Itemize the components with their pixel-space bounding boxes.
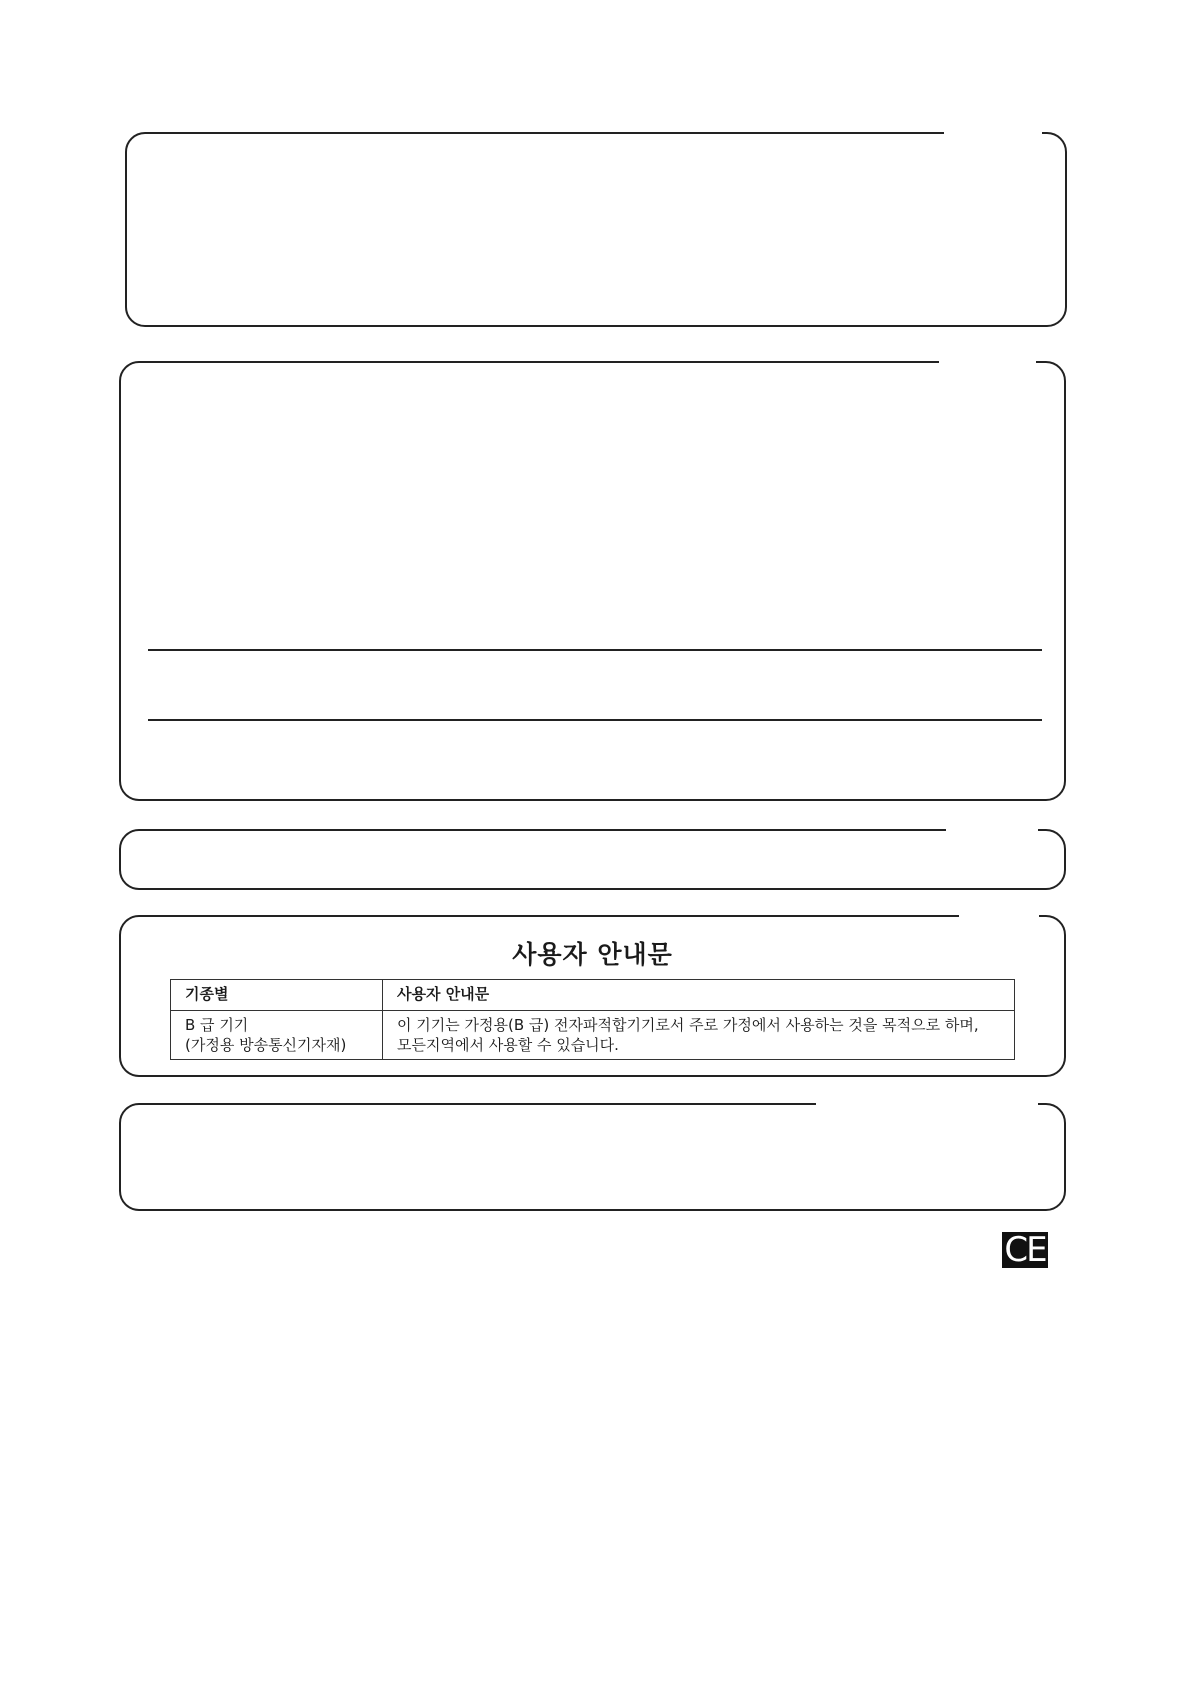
korean-notice-panel [119, 915, 1066, 1077]
divider-rule-2 [148, 719, 1042, 721]
divider-rule-1 [148, 649, 1042, 651]
ce-mark-icon: CE [1002, 1232, 1048, 1268]
empty-panel-5 [119, 1103, 1066, 1211]
column-header-notice: 사용자 안내문 [383, 980, 1015, 1011]
table-row [171, 1011, 1015, 1060]
empty-panel-3 [119, 829, 1066, 890]
border-gap [939, 359, 1036, 365]
notice-title: 사용자 안내문 [512, 940, 673, 969]
table-header-row [171, 980, 1015, 1011]
column-header-class: 기종별 [171, 980, 383, 1011]
device-class-line-1: B 급 기기 [185, 1016, 249, 1034]
border-gap [959, 913, 1039, 919]
device-class-cell [171, 1011, 383, 1060]
empty-panel-1 [125, 132, 1067, 327]
notice-text-line-1: 이 기기는 가정용(B 급) 전자파적합기기로서 주로 가정에서 사용하는 것을 목적으로 하며, [397, 1016, 979, 1034]
notice-text-cell [383, 1011, 1015, 1060]
empty-panel-2 [119, 361, 1066, 801]
border-gap [944, 130, 1042, 136]
border-gap [946, 827, 1038, 833]
device-class-line-2: (가정용 방송통신기자재) [185, 1036, 347, 1054]
border-gap [816, 1101, 1038, 1107]
notice-text-line-2: 모든지역에서 사용할 수 있습니다. [397, 1036, 619, 1054]
notice-table [170, 979, 1015, 1060]
